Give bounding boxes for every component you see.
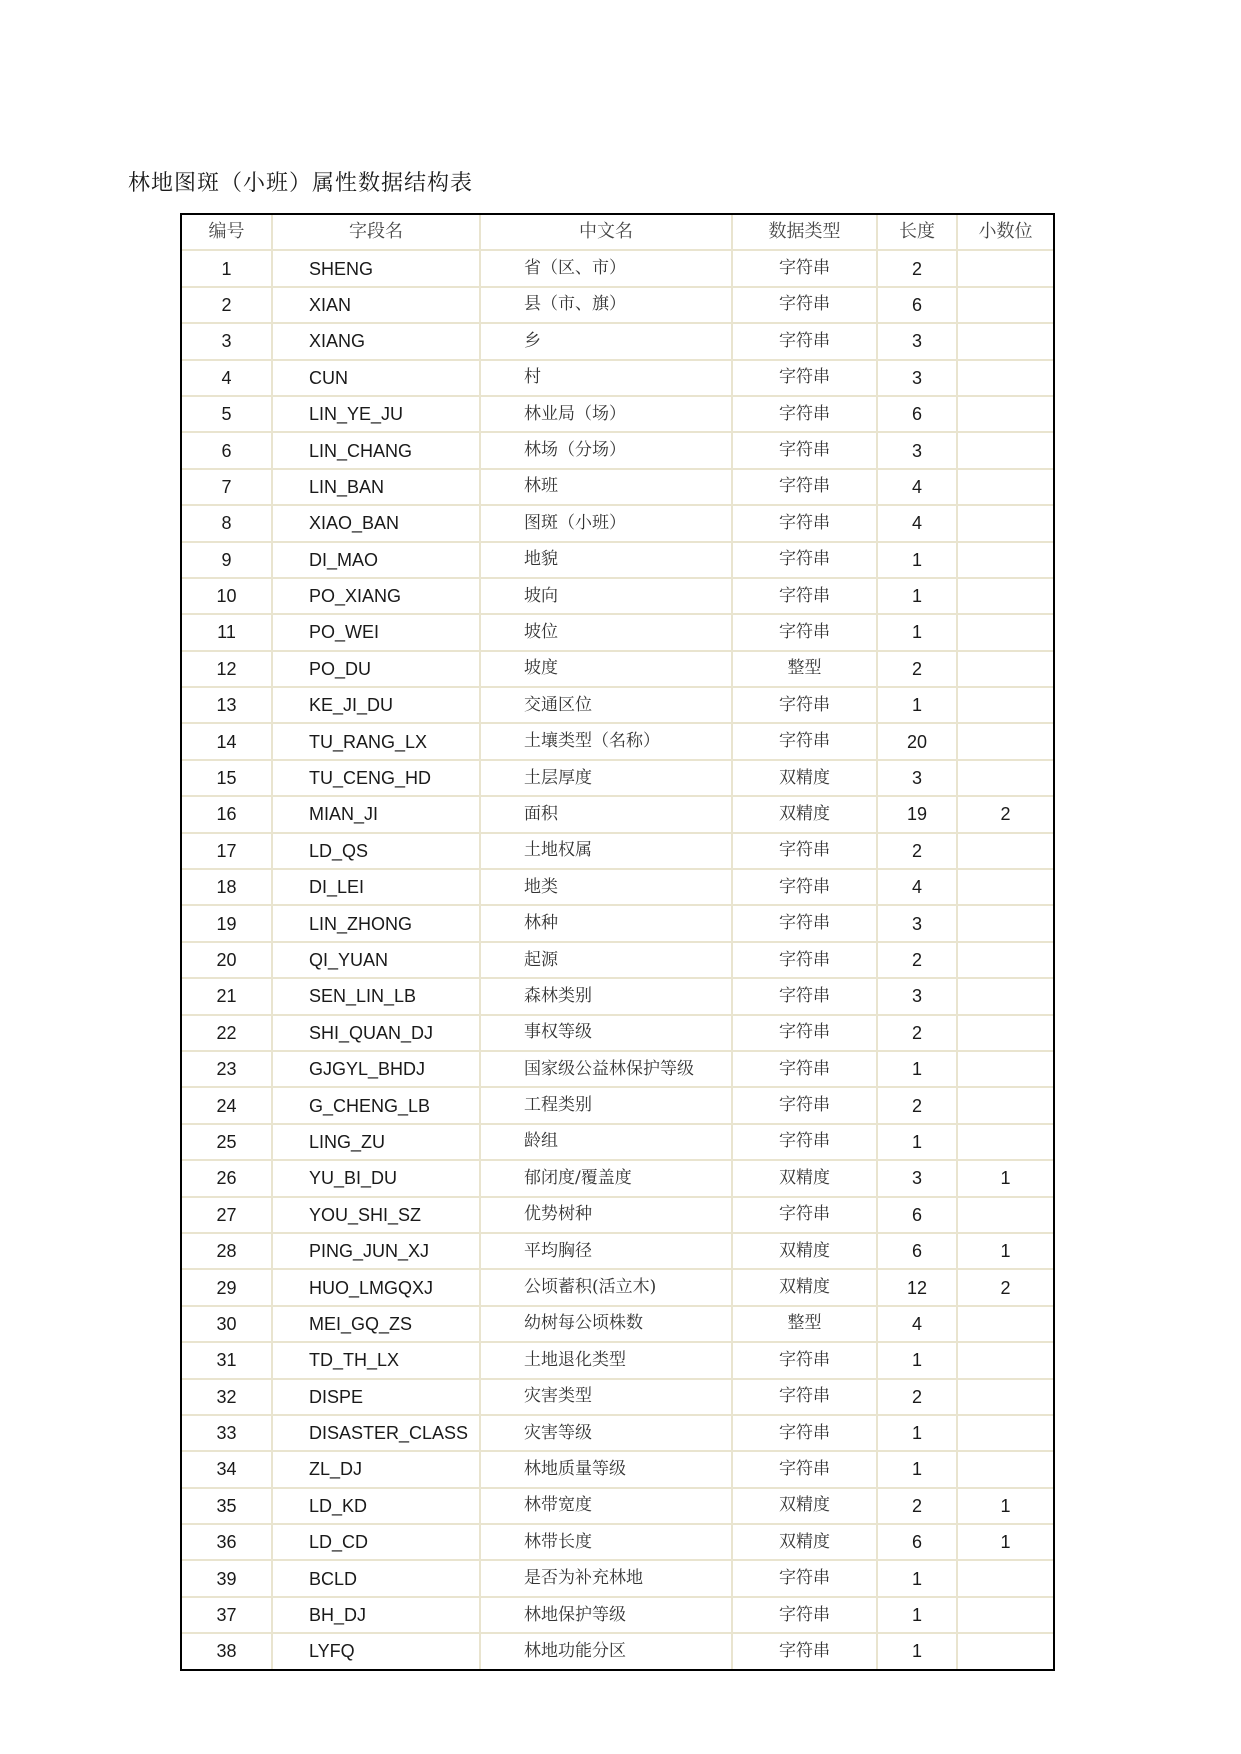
decimals-cell — [957, 250, 1053, 286]
row-id-cell: 19 — [182, 905, 272, 941]
table-row — [182, 1451, 1053, 1487]
field-name-cell: G_CHENG_LB — [272, 1087, 480, 1123]
chinese-name-cell: 林带宽度 — [480, 1488, 732, 1524]
field-name-cell: DI_MAO — [272, 542, 480, 578]
field-name-cell: LYFQ — [272, 1633, 480, 1668]
chinese-name-cell: 村 — [480, 360, 732, 396]
data-type-cell: 双精度 — [732, 1488, 877, 1524]
table-row — [182, 614, 1053, 650]
field-name-cell: TU_RANG_LX — [272, 723, 480, 759]
chinese-name-cell: 幼树每公顷株数 — [480, 1306, 732, 1342]
field-name-cell: LIN_YE_JU — [272, 396, 480, 432]
table-row — [182, 1488, 1053, 1524]
row-id-cell: 3 — [182, 323, 272, 359]
data-type-cell: 字符串 — [732, 614, 877, 650]
length-cell: 4 — [877, 1306, 957, 1342]
chinese-name-cell: 起源 — [480, 942, 732, 978]
data-type-cell: 字符串 — [732, 1379, 877, 1415]
field-name-cell: HUO_LMGQXJ — [272, 1269, 480, 1305]
length-cell: 1 — [877, 1633, 957, 1668]
table-row — [182, 542, 1053, 578]
decimals-cell: 1 — [957, 1524, 1053, 1560]
length-cell: 3 — [877, 360, 957, 396]
chinese-name-cell: 优势树种 — [480, 1197, 732, 1233]
table-row — [182, 760, 1053, 796]
field-name-cell: XIANG — [272, 323, 480, 359]
field-name-cell: QI_YUAN — [272, 942, 480, 978]
data-type-cell: 双精度 — [732, 796, 877, 832]
field-name-cell: PO_XIANG — [272, 578, 480, 614]
attribute-table — [182, 215, 1053, 1669]
field-name-cell: SHENG — [272, 250, 480, 286]
decimals-cell — [957, 323, 1053, 359]
table-row — [182, 1269, 1053, 1305]
data-type-cell: 字符串 — [732, 833, 877, 869]
data-type-cell: 字符串 — [732, 323, 877, 359]
table-row — [182, 687, 1053, 723]
chinese-name-cell: 图斑（小班） — [480, 505, 732, 541]
length-cell: 6 — [877, 396, 957, 432]
table-row — [182, 1524, 1053, 1560]
length-cell: 19 — [877, 796, 957, 832]
table-body — [182, 250, 1053, 1668]
chinese-name-cell: 省（区、市） — [480, 250, 732, 286]
data-type-cell: 字符串 — [732, 942, 877, 978]
length-cell: 1 — [877, 1451, 957, 1487]
row-id-cell: 13 — [182, 687, 272, 723]
length-cell: 1 — [877, 1560, 957, 1596]
length-cell: 2 — [877, 651, 957, 687]
table-row — [182, 1233, 1053, 1269]
table-row — [182, 833, 1053, 869]
data-type-cell: 字符串 — [732, 687, 877, 723]
row-id-cell: 34 — [182, 1451, 272, 1487]
chinese-name-cell: 森林类别 — [480, 978, 732, 1014]
length-cell: 3 — [877, 432, 957, 468]
table-row — [182, 1306, 1053, 1342]
table-row — [182, 1124, 1053, 1160]
chinese-name-cell: 林地保护等级 — [480, 1597, 732, 1633]
data-type-cell: 字符串 — [732, 1051, 877, 1087]
table-row — [182, 505, 1053, 541]
row-id-cell: 22 — [182, 1015, 272, 1051]
decimals-cell: 1 — [957, 1488, 1053, 1524]
data-type-cell: 字符串 — [732, 1633, 877, 1668]
field-name-cell: LIN_BAN — [272, 469, 480, 505]
chinese-name-cell: 土层厚度 — [480, 760, 732, 796]
length-cell: 4 — [877, 869, 957, 905]
data-type-cell: 字符串 — [732, 1560, 877, 1596]
length-cell: 3 — [877, 760, 957, 796]
field-name-cell: YU_BI_DU — [272, 1160, 480, 1196]
length-cell: 3 — [877, 1160, 957, 1196]
decimals-cell: 1 — [957, 1160, 1053, 1196]
header-chinese-name: 中文名 — [480, 215, 732, 250]
data-type-cell: 字符串 — [732, 578, 877, 614]
field-name-cell: KE_JI_DU — [272, 687, 480, 723]
field-name-cell: SEN_LIN_LB — [272, 978, 480, 1014]
length-cell: 2 — [877, 250, 957, 286]
field-name-cell: GJGYL_BHDJ — [272, 1051, 480, 1087]
table-row — [182, 287, 1053, 323]
length-cell: 4 — [877, 469, 957, 505]
row-id-cell: 31 — [182, 1342, 272, 1378]
row-id-cell: 25 — [182, 1124, 272, 1160]
table-row — [182, 360, 1053, 396]
decimals-cell — [957, 1597, 1053, 1633]
field-name-cell: PING_JUN_XJ — [272, 1233, 480, 1269]
chinese-name-cell: 林地质量等级 — [480, 1451, 732, 1487]
decimals-cell — [957, 1342, 1053, 1378]
data-type-cell: 字符串 — [732, 1597, 877, 1633]
field-name-cell: MIAN_JI — [272, 796, 480, 832]
table-row — [182, 1633, 1053, 1668]
decimals-cell — [957, 723, 1053, 759]
data-type-cell: 字符串 — [732, 1197, 877, 1233]
data-type-cell: 字符串 — [732, 396, 877, 432]
field-name-cell: ZL_DJ — [272, 1451, 480, 1487]
decimals-cell — [957, 542, 1053, 578]
field-name-cell: LING_ZU — [272, 1124, 480, 1160]
length-cell: 4 — [877, 505, 957, 541]
field-name-cell: TU_CENG_HD — [272, 760, 480, 796]
table-row — [182, 942, 1053, 978]
data-type-cell: 字符串 — [732, 250, 877, 286]
row-id-cell: 37 — [182, 1597, 272, 1633]
row-id-cell: 36 — [182, 1524, 272, 1560]
data-type-cell: 双精度 — [732, 1269, 877, 1305]
chinese-name-cell: 地貌 — [480, 542, 732, 578]
decimals-cell — [957, 1379, 1053, 1415]
row-id-cell: 7 — [182, 469, 272, 505]
row-id-cell: 10 — [182, 578, 272, 614]
row-id-cell: 27 — [182, 1197, 272, 1233]
chinese-name-cell: 灾害等级 — [480, 1415, 732, 1451]
decimals-cell — [957, 1051, 1053, 1087]
length-cell: 2 — [877, 1087, 957, 1123]
table-row — [182, 578, 1053, 614]
chinese-name-cell: 县（市、旗） — [480, 287, 732, 323]
length-cell: 12 — [877, 1269, 957, 1305]
chinese-name-cell: 国家级公益林保护等级 — [480, 1051, 732, 1087]
data-type-cell: 双精度 — [732, 1524, 877, 1560]
row-id-cell: 1 — [182, 250, 272, 286]
row-id-cell: 8 — [182, 505, 272, 541]
chinese-name-cell: 坡度 — [480, 651, 732, 687]
decimals-cell — [957, 1197, 1053, 1233]
field-name-cell: DISASTER_CLASS — [272, 1415, 480, 1451]
row-id-cell: 18 — [182, 869, 272, 905]
length-cell: 6 — [877, 287, 957, 323]
length-cell: 2 — [877, 942, 957, 978]
table-row — [182, 432, 1053, 468]
row-id-cell: 38 — [182, 1633, 272, 1668]
field-name-cell: BCLD — [272, 1560, 480, 1596]
decimals-cell — [957, 651, 1053, 687]
row-id-cell: 9 — [182, 542, 272, 578]
decimals-cell: 2 — [957, 1269, 1053, 1305]
field-name-cell: SHI_QUAN_DJ — [272, 1015, 480, 1051]
data-type-cell: 字符串 — [732, 1451, 877, 1487]
row-id-cell: 2 — [182, 287, 272, 323]
data-type-cell: 整型 — [732, 1306, 877, 1342]
length-cell: 3 — [877, 978, 957, 1014]
table-row — [182, 1087, 1053, 1123]
decimals-cell — [957, 1306, 1053, 1342]
chinese-name-cell: 林地功能分区 — [480, 1633, 732, 1668]
chinese-name-cell: 面积 — [480, 796, 732, 832]
decimals-cell — [957, 687, 1053, 723]
decimals-cell — [957, 396, 1053, 432]
decimals-cell — [957, 1451, 1053, 1487]
data-type-cell: 字符串 — [732, 1415, 877, 1451]
chinese-name-cell: 林场（分场） — [480, 432, 732, 468]
row-id-cell: 17 — [182, 833, 272, 869]
data-type-cell: 字符串 — [732, 723, 877, 759]
length-cell: 1 — [877, 1342, 957, 1378]
chinese-name-cell: 土壤类型（名称） — [480, 723, 732, 759]
data-type-cell: 字符串 — [732, 1342, 877, 1378]
field-name-cell: CUN — [272, 360, 480, 396]
attribute-table-frame — [180, 213, 1055, 1671]
decimals-cell — [957, 1087, 1053, 1123]
header-data-type: 数据类型 — [732, 215, 877, 250]
page-title: 林地图斑（小班）属性数据结构表 — [128, 171, 474, 196]
row-id-cell: 11 — [182, 614, 272, 650]
decimals-cell — [957, 1015, 1053, 1051]
decimals-cell — [957, 360, 1053, 396]
length-cell: 2 — [877, 1379, 957, 1415]
row-id-cell: 28 — [182, 1233, 272, 1269]
length-cell: 1 — [877, 1051, 957, 1087]
chinese-name-cell: 林种 — [480, 905, 732, 941]
field-name-cell: DI_LEI — [272, 869, 480, 905]
length-cell: 1 — [877, 687, 957, 723]
decimals-cell: 1 — [957, 1233, 1053, 1269]
decimals-cell — [957, 1560, 1053, 1596]
row-id-cell: 30 — [182, 1306, 272, 1342]
table-row — [182, 1560, 1053, 1596]
decimals-cell — [957, 869, 1053, 905]
table-row — [182, 978, 1053, 1014]
chinese-name-cell: 地类 — [480, 869, 732, 905]
header-length: 长度 — [877, 215, 957, 250]
table-header-row — [182, 215, 1053, 250]
length-cell: 1 — [877, 1597, 957, 1633]
decimals-cell — [957, 905, 1053, 941]
row-id-cell: 14 — [182, 723, 272, 759]
length-cell: 1 — [877, 1124, 957, 1160]
length-cell: 2 — [877, 1488, 957, 1524]
row-id-cell: 23 — [182, 1051, 272, 1087]
decimals-cell — [957, 760, 1053, 796]
row-id-cell: 33 — [182, 1415, 272, 1451]
field-name-cell: XIAO_BAN — [272, 505, 480, 541]
table-row — [182, 250, 1053, 286]
header-decimals: 小数位 — [957, 215, 1053, 250]
row-id-cell: 32 — [182, 1379, 272, 1415]
table-row — [182, 1015, 1053, 1051]
length-cell: 1 — [877, 614, 957, 650]
table-row — [182, 1197, 1053, 1233]
data-type-cell: 字符串 — [732, 1015, 877, 1051]
decimals-cell — [957, 833, 1053, 869]
chinese-name-cell: 工程类别 — [480, 1087, 732, 1123]
data-type-cell: 双精度 — [732, 1160, 877, 1196]
decimals-cell — [957, 1633, 1053, 1668]
chinese-name-cell: 林班 — [480, 469, 732, 505]
table-row — [182, 905, 1053, 941]
row-id-cell: 5 — [182, 396, 272, 432]
table-row — [182, 651, 1053, 687]
chinese-name-cell: 土地权属 — [480, 833, 732, 869]
header-id: 编号 — [182, 215, 272, 250]
row-id-cell: 35 — [182, 1488, 272, 1524]
table-row — [182, 1415, 1053, 1451]
table-row — [182, 869, 1053, 905]
chinese-name-cell: 交通区位 — [480, 687, 732, 723]
field-name-cell: YOU_SHI_SZ — [272, 1197, 480, 1233]
field-name-cell: BH_DJ — [272, 1597, 480, 1633]
data-type-cell: 字符串 — [732, 542, 877, 578]
row-id-cell: 15 — [182, 760, 272, 796]
length-cell: 1 — [877, 1415, 957, 1451]
data-type-cell: 字符串 — [732, 869, 877, 905]
field-name-cell: LD_QS — [272, 833, 480, 869]
table-row — [182, 1160, 1053, 1196]
field-name-cell: TD_TH_LX — [272, 1342, 480, 1378]
decimals-cell — [957, 578, 1053, 614]
row-id-cell: 21 — [182, 978, 272, 1014]
header-field-name: 字段名 — [272, 215, 480, 250]
data-type-cell: 字符串 — [732, 432, 877, 468]
field-name-cell: LD_KD — [272, 1488, 480, 1524]
decimals-cell — [957, 1415, 1053, 1451]
data-type-cell: 字符串 — [732, 287, 877, 323]
row-id-cell: 26 — [182, 1160, 272, 1196]
field-name-cell: PO_DU — [272, 651, 480, 687]
row-id-cell: 16 — [182, 796, 272, 832]
table-row — [182, 396, 1053, 432]
decimals-cell — [957, 287, 1053, 323]
chinese-name-cell: 平均胸径 — [480, 1233, 732, 1269]
data-type-cell: 字符串 — [732, 469, 877, 505]
table-row — [182, 1051, 1053, 1087]
table-row — [182, 1597, 1053, 1633]
field-name-cell: XIAN — [272, 287, 480, 323]
decimals-cell — [957, 469, 1053, 505]
decimals-cell — [957, 1124, 1053, 1160]
chinese-name-cell: 是否为补充林地 — [480, 1560, 732, 1596]
length-cell: 6 — [877, 1233, 957, 1269]
field-name-cell: MEI_GQ_ZS — [272, 1306, 480, 1342]
decimals-cell — [957, 942, 1053, 978]
chinese-name-cell: 灾害类型 — [480, 1379, 732, 1415]
data-type-cell: 字符串 — [732, 905, 877, 941]
field-name-cell: LIN_CHANG — [272, 432, 480, 468]
length-cell: 3 — [877, 323, 957, 359]
data-type-cell: 字符串 — [732, 1087, 877, 1123]
chinese-name-cell: 公顷蓄积(活立木) — [480, 1269, 732, 1305]
field-name-cell: DISPE — [272, 1379, 480, 1415]
table-row — [182, 1379, 1053, 1415]
data-type-cell: 字符串 — [732, 978, 877, 1014]
length-cell: 6 — [877, 1197, 957, 1233]
length-cell: 2 — [877, 1015, 957, 1051]
length-cell: 1 — [877, 578, 957, 614]
data-type-cell: 字符串 — [732, 360, 877, 396]
chinese-name-cell: 土地退化类型 — [480, 1342, 732, 1378]
row-id-cell: 4 — [182, 360, 272, 396]
table-row — [182, 469, 1053, 505]
length-cell: 3 — [877, 905, 957, 941]
data-type-cell: 双精度 — [732, 760, 877, 796]
chinese-name-cell: 事权等级 — [480, 1015, 732, 1051]
length-cell: 20 — [877, 723, 957, 759]
data-type-cell: 字符串 — [732, 1124, 877, 1160]
chinese-name-cell: 林带长度 — [480, 1524, 732, 1560]
decimals-cell — [957, 978, 1053, 1014]
field-name-cell: LD_CD — [272, 1524, 480, 1560]
decimals-cell — [957, 432, 1053, 468]
chinese-name-cell: 龄组 — [480, 1124, 732, 1160]
row-id-cell: 20 — [182, 942, 272, 978]
table-row — [182, 323, 1053, 359]
row-id-cell: 12 — [182, 651, 272, 687]
decimals-cell — [957, 614, 1053, 650]
table-row — [182, 1342, 1053, 1378]
row-id-cell: 39 — [182, 1560, 272, 1596]
field-name-cell: PO_WEI — [272, 614, 480, 650]
data-type-cell: 字符串 — [732, 505, 877, 541]
chinese-name-cell: 郁闭度/覆盖度 — [480, 1160, 732, 1196]
row-id-cell: 24 — [182, 1087, 272, 1123]
data-type-cell: 双精度 — [732, 1233, 877, 1269]
decimals-cell: 2 — [957, 796, 1053, 832]
length-cell: 6 — [877, 1524, 957, 1560]
length-cell: 1 — [877, 542, 957, 578]
row-id-cell: 6 — [182, 432, 272, 468]
row-id-cell: 29 — [182, 1269, 272, 1305]
chinese-name-cell: 乡 — [480, 323, 732, 359]
length-cell: 2 — [877, 833, 957, 869]
data-type-cell: 整型 — [732, 651, 877, 687]
chinese-name-cell: 林业局（场） — [480, 396, 732, 432]
table-row — [182, 723, 1053, 759]
field-name-cell: LIN_ZHONG — [272, 905, 480, 941]
table-row — [182, 796, 1053, 832]
chinese-name-cell: 坡向 — [480, 578, 732, 614]
chinese-name-cell: 坡位 — [480, 614, 732, 650]
decimals-cell — [957, 505, 1053, 541]
